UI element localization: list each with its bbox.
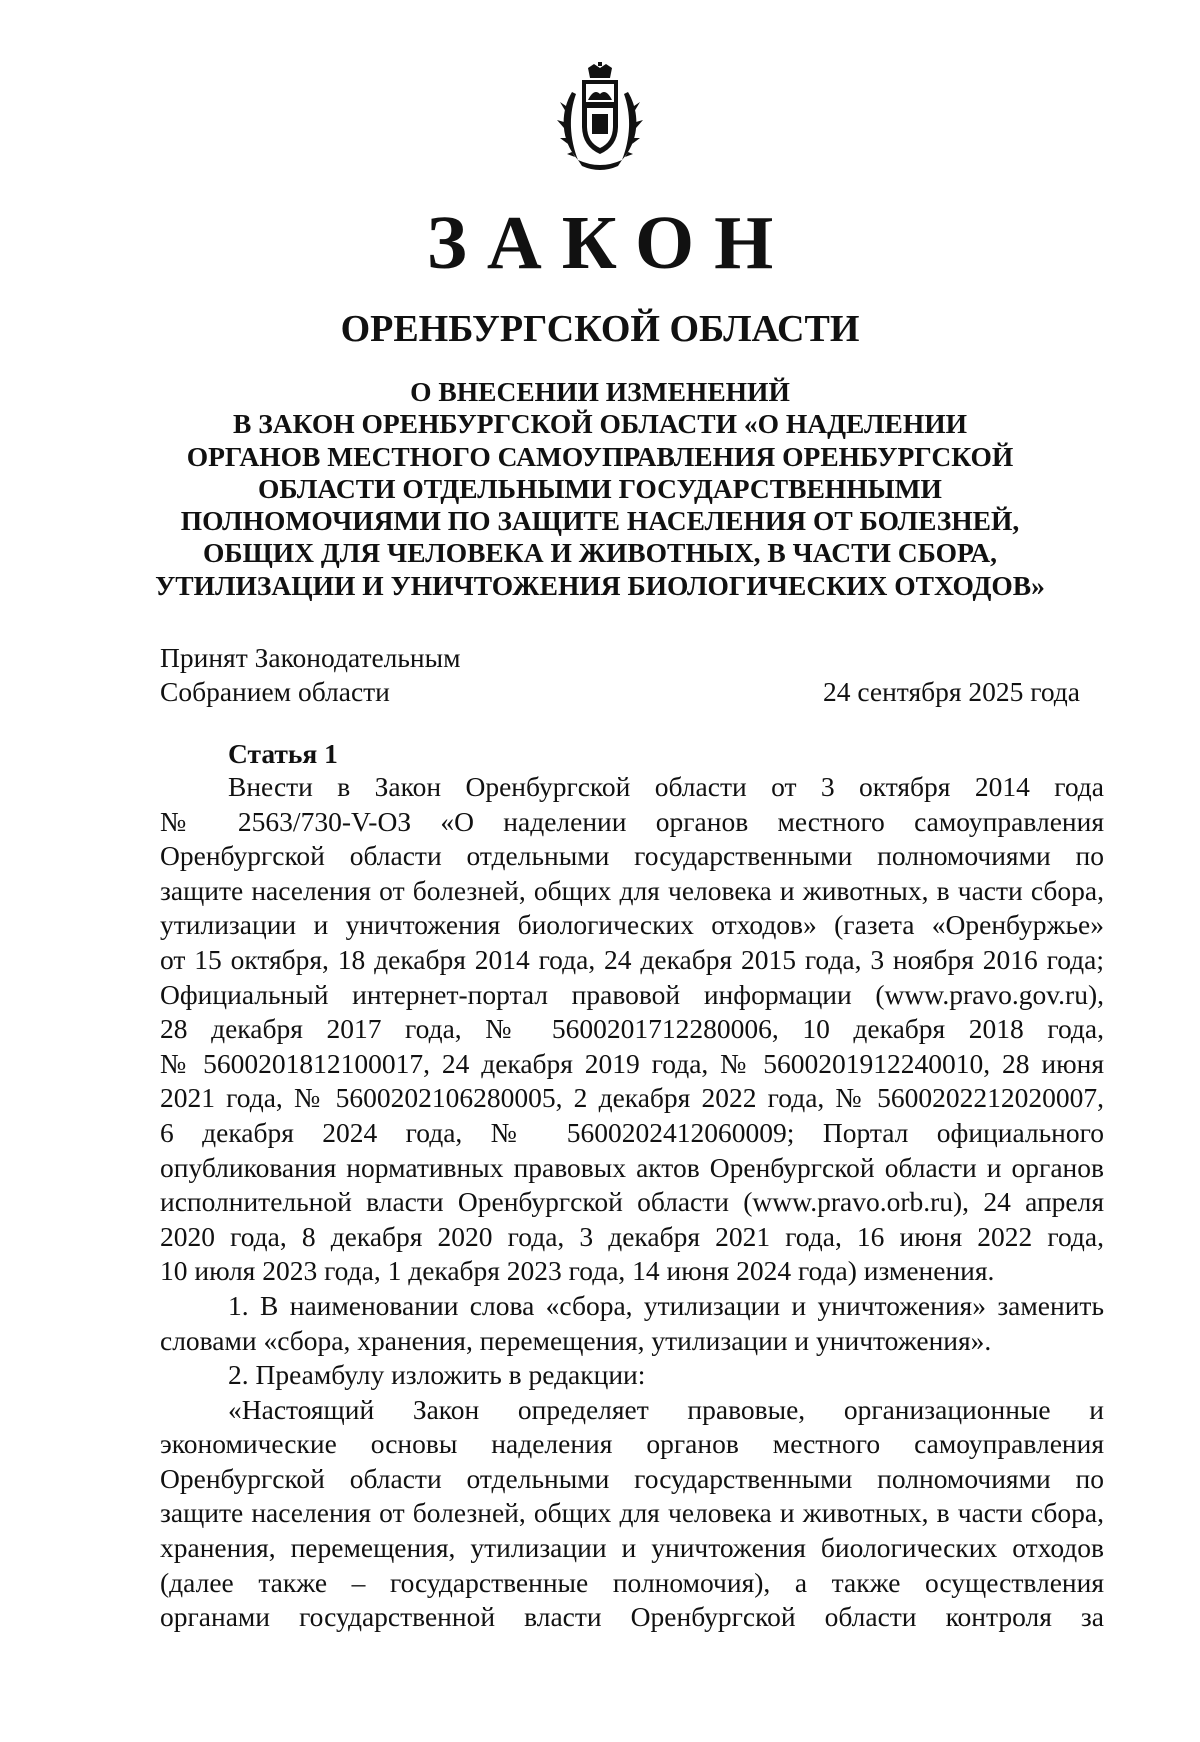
subject-line: В ЗАКОН ОРЕНБУРГСКОЙ ОБЛАСТИ «О НАДЕЛЕНИИ <box>232 408 968 440</box>
text-line: словами «сбора, хранения, перемещения, утилизации и уничтожения». <box>160 1324 992 1356</box>
text-line: 2. Преамбулу изложить в редакции: <box>228 1359 646 1391</box>
adoption-line: Собранием области <box>160 676 390 707</box>
article-heading: Статья 1 <box>228 738 338 769</box>
text-line: «Настоящий Закон определяет правовые, организационные и <box>228 1393 1104 1425</box>
subject-line: ОРГАНОВ МЕСТНОГО САМОУПРАВЛЕНИЯ ОРЕНБУРГСКОЙ <box>186 440 1014 472</box>
text-line: от 15 октября, 18 декабря 2014 года, 24 декабря 2015 года, 3 ноября 2016 года; <box>160 943 1104 975</box>
text-line: экономические основы наделения органов местного самоуправления <box>160 1428 1104 1460</box>
adoption-line: Принят Законодательным <box>160 642 461 673</box>
text-line: 2021 года, № 5600202106280005, 2 декабря 2022 года, № 5600202212020007, <box>160 1082 1104 1114</box>
subject-line: ОБЩИХ ДЛЯ ЧЕЛОВЕКА И ЖИВОТНЫХ, В ЧАСТИ СБОРА, <box>203 537 997 569</box>
text-line: Официальный интернет-портал правовой информации (www.pravo.gov.ru), <box>160 978 1104 1010</box>
text-line: 6 декабря 2024 года, № 5600202412060009; Портал официального <box>160 1116 1104 1148</box>
text-line: защите населения от болезней, общих для человека и животных, в части сбора, <box>160 874 1104 906</box>
subject-line: УТИЛИЗАЦИИ И УНИЧТОЖЕНИЯ БИОЛОГИЧЕСКИХ ОТХОДОВ» <box>155 569 1045 601</box>
text-line: 28 декабря 2017 года, № 5600201712280006, 10 декабря 2018 года, <box>160 1013 1104 1045</box>
subject-line: ПОЛНОМОЧИЯМИ ПО ЗАЩИТЕ НАСЕЛЕНИЯ ОТ БОЛЕЗНЕЙ, <box>180 505 1020 537</box>
text-line: исполнительной власти Оренбургской области (www.pravo.orb.ru), 24 апреля <box>160 1186 1104 1218</box>
text-line: Оренбургской области отдельными государственными полномочиями по <box>160 1462 1104 1494</box>
region-title: ОРЕНБУРГСКОЙ ОБЛАСТИ <box>340 308 860 350</box>
text-line: утилизации и уничтожения биологических отходов» (газета «Оренбуржье» <box>160 909 1104 941</box>
text-line: № 2563/730-V-ОЗ «О наделении органов местного самоуправления <box>160 805 1104 837</box>
law-subject-title <box>140 376 1060 602</box>
subject-line: ОБЛАСТИ ОТДЕЛЬНЫМИ ГОСУДАРСТВЕННЫМИ <box>258 472 942 504</box>
text-line: 2020 года, 8 декабря 2020 года, 3 декабря 2021 года, 16 июня 2022 года, <box>160 1220 1104 1252</box>
text-line: Внести в Закон Оренбургской области от 3 октября 2014 года <box>228 771 1104 802</box>
text-line: 1. В наименовании слова «сбора, утилизации и уничтожения» заменить <box>228 1289 1104 1321</box>
text-line: Оренбургской области отдельными государственными полномочиями по <box>160 840 1104 872</box>
text-line: опубликования нормативных правовых актов Оренбургской области и органов <box>160 1151 1104 1183</box>
text-line: органами государственной власти Оренбургской области контроля за <box>160 1601 1104 1633</box>
text-line: хранения, перемещения, утилизации и уничтожения биологических отходов <box>160 1532 1104 1564</box>
text-line: защите населения от болезней, общих для человека и животных, в части сбора, <box>160 1497 1104 1529</box>
text-line: № 5600201812100017, 24 декабря 2019 года, № 5600201912240010, 28 июня <box>160 1047 1104 1079</box>
adoption-info <box>160 641 1080 709</box>
subject-line: О ВНЕСЕНИИ ИЗМЕНЕНИЙ <box>410 376 790 407</box>
coat-of-arms-emblem <box>552 62 648 172</box>
article-body <box>160 770 1104 1635</box>
adoption-date: 24 сентября 2025 года <box>822 676 1080 707</box>
law-title: ЗАКОН <box>426 201 794 285</box>
text-line: (далее также – государственные полномочия), а также осуществления <box>160 1566 1104 1598</box>
text-line: 10 июля 2023 года, 1 декабря 2023 года, 14 июня 2024 года) изменения. <box>160 1255 995 1287</box>
